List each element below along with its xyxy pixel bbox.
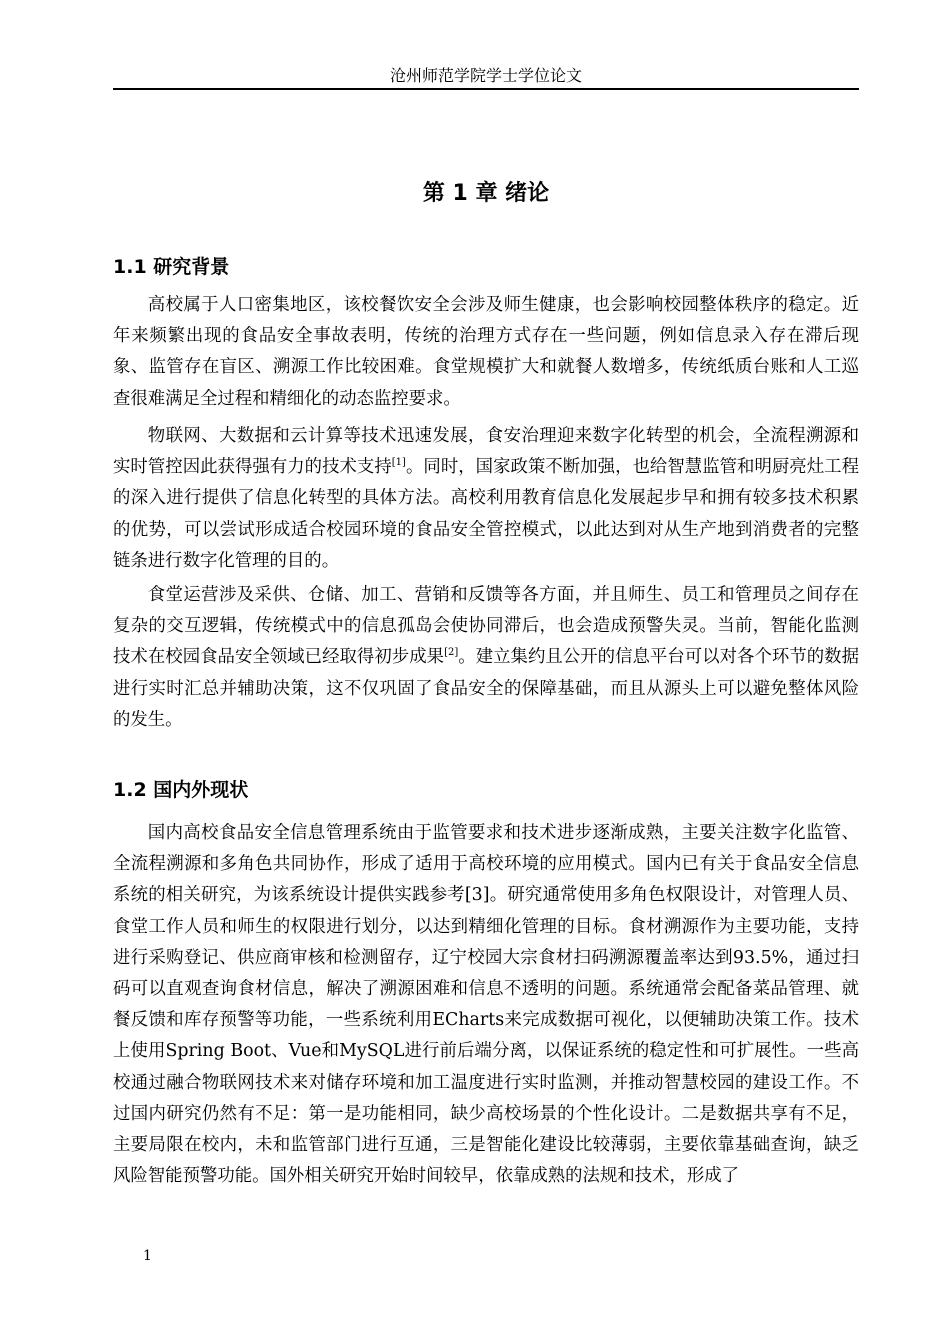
paragraph: 国内高校食品安全信息管理系统由于监管要求和技术进步逐渐成熟，主要关注数字化监管、全流程溯源和多角色共同协作，形成了适用于高校环境的应用模式。国内已有关于食品安全信息系统的相关研究，为该系统设计提供实践参考[3]。研究通常使用多角色权限设计，对管理人员、食堂工作人员和师生的权限进行划分，以达到精细化管理的目标。食材溯源作为主要功能，支持进行采购登记、供应商审核和检测留存，辽宁校园大宗食材扫码溯源覆盖率达到93.5%，通过扫码可以直观查询食材信息，解决了溯源困难和信息不透明的问题。系统通常会配备菜品管理、就餐反馈和库存预警等功能，一些系统利用ECharts来完成数据可视化，以便辅助决策工作。技术上使用Spring Boot、Vue和MySQL进行前后端分离，以保证系统的稳定性和可扩展性。一些高校通过融合物联网技术来对储存环境和加工温度进行实时监测，并推动智慧校园的建设工作。不过国内研究仍然有不足：第一是功能相同，缺少高校场景的个性化设计。二是数据共享有不足，主要局限在校内，未和监管部门进行互通，三是智能化建设比较薄弱，主要依靠基础查询，缺乏风险智能预警功能。国外相关研究开始时间较早，依靠成熟的法规和技术，形成了 [113,823,859,1187]
citation-ref: [2] [444,647,459,659]
section-heading-1-2: 1.2 国内外现状 [113,779,249,801]
chapter-title: 第 1 章 绪论 [422,181,550,206]
section-heading-1-1: 1.1 研究背景 [113,256,230,278]
paragraph: 高校属于人口密集地区，该校餐饮安全会涉及师生健康，也会影响校园整体秩序的稳定。近年来频繁出现的食品安全事故表明，传统的治理方式存在一些问题，例如信息录入存在滞后现象、监管存在盲区、溯源工作比较困难。食堂规模扩大和就餐人数增多，传统纸质台账和人工巡查很难满足全过程和精细化的动态监控要求。 [113,295,859,409]
running-header: 沧州师范学院学士学位论文 [389,66,582,85]
citation-ref: [1] [391,457,406,469]
page-number: 1 [143,1248,152,1264]
header-rule [113,88,859,90]
paragraph: 物联网、大数据和云计算等技术迅速发展，食安治理迎来数字化转型的机会，全流程溯源和实时管控因此获得强有力的技术支持[1]。同时，国家政策不断加强，也给智慧监管和明厨亮灶工程的深入进行提供了信息化转型的具体方法。高校利用教育信息化发展起步早和拥有较多技术积累的优势，可以尝试形成适合校园环境的食品安全管控模式，以此达到对从生产地到消费者的完整链条进行数字化管理的目的。 [113,426,859,571]
paragraph: 食堂运营涉及采供、仓储、加工、营销和反馈等各方面，并且师生、员工和管理员之间存在复杂的交互逻辑，传统模式中的信息孤岛会使协同滞后，也会造成预警失灵。当前，智能化监测技术在校园食品安全领域已经取得初步成果[2]。建立集约且公开的信息平台可以对各个环节的数据进行实时汇总并辅助决策，这不仅巩固了食品安全的保障基础，而且从源头上可以避免整体风险的发生。 [113,585,859,730]
